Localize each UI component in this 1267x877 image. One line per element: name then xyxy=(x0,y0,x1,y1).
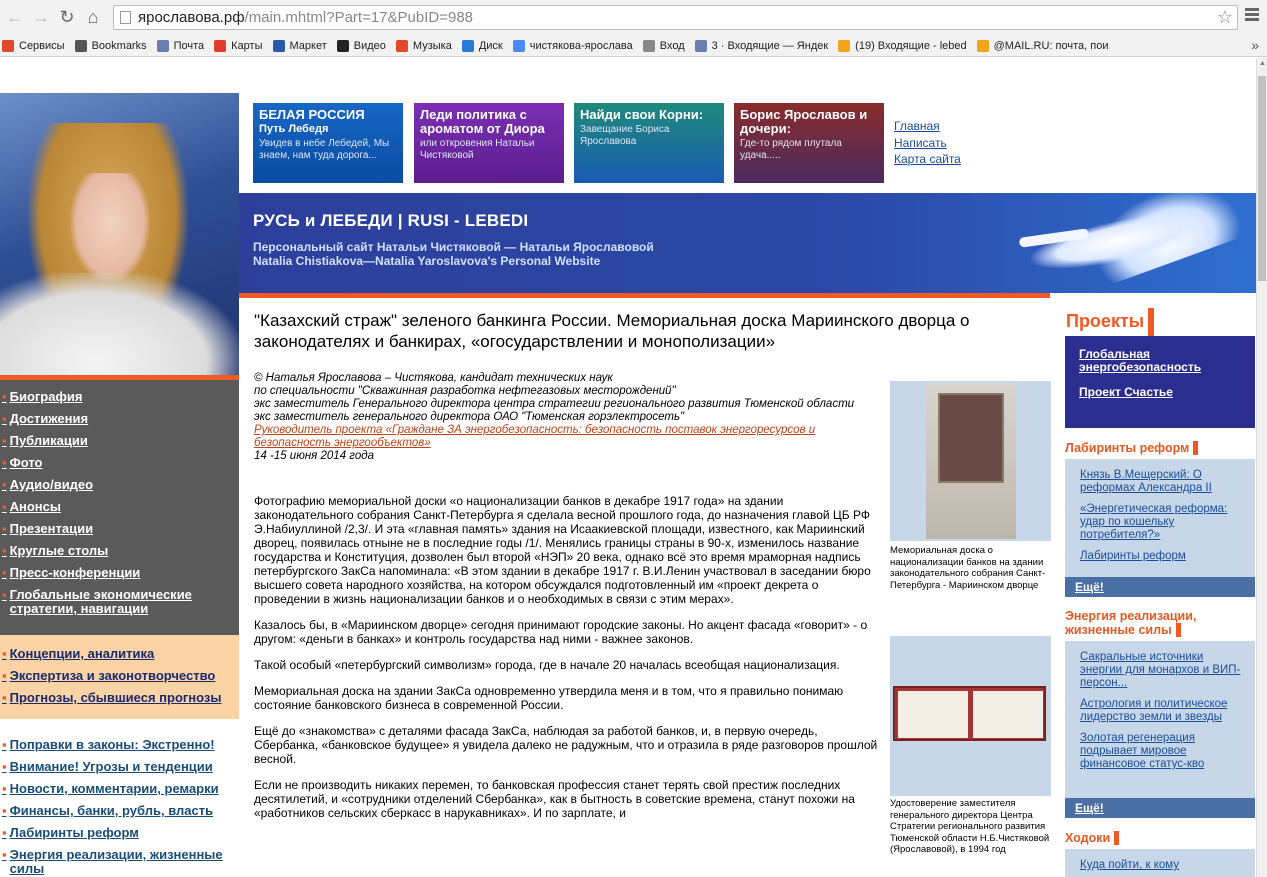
promo-title: Найди свои Корни: xyxy=(580,107,704,122)
video-icon xyxy=(337,40,349,52)
main-nav-label: Глобальные экономические стратегии, навигации xyxy=(9,587,192,616)
topics-nav-item[interactable] xyxy=(0,826,239,840)
apps-icon xyxy=(2,40,14,52)
bookmark-label: Карты xyxy=(231,39,263,52)
site-subtitle-ru: Персональный сайт Натальи Чистяковой — Натальи Ярославовой xyxy=(253,240,654,254)
plaque-photo[interactable] xyxy=(890,381,1051,541)
energy-link[interactable]: Золотая регенерация подрывает мировое финансовое статус-кво xyxy=(1080,732,1205,770)
bookmark-item[interactable] xyxy=(838,40,966,52)
author-portrait xyxy=(0,93,239,375)
topics-nav xyxy=(0,728,239,877)
bookmark-item[interactable] xyxy=(75,40,147,52)
music-icon xyxy=(396,40,408,52)
bullet-icon: ▪ xyxy=(2,737,7,752)
promo-title: Леди политика с ароматом от Диора xyxy=(420,107,545,136)
site-header-banner xyxy=(239,193,1256,293)
project-energy-security-link[interactable]: Глобальная энергобезопасность xyxy=(1079,347,1202,374)
bullet-icon: ▪ xyxy=(2,759,7,774)
promo-sub: Где-то рядом плутала удача..... xyxy=(740,138,842,161)
mail-icon xyxy=(157,40,169,52)
link-home[interactable]: Главная xyxy=(894,119,940,133)
energy-link[interactable]: Сакральные источники энергии для монархов и ВИП-персон... xyxy=(1080,651,1241,689)
analytics-nav-label: Экспертиза и законотворчество xyxy=(9,668,216,683)
main-nav-item[interactable] xyxy=(0,500,239,514)
article-title: "Казахский страж" зеленого банкинга России. Мемориальная доска Мариинского дворца о законодателях и банкирах, «огосударствлении и монополизации» xyxy=(254,311,970,351)
bullet-icon: ▪ xyxy=(2,455,7,470)
main-nav-label: Биография xyxy=(9,389,83,404)
map-pin-icon xyxy=(214,40,226,52)
mailru-icon xyxy=(977,40,989,52)
mail-icon xyxy=(695,40,707,52)
bookmark-item[interactable] xyxy=(157,40,205,52)
main-nav-item[interactable] xyxy=(0,390,239,404)
topics-nav-label: Энергия реализации, жизненные силы xyxy=(9,847,223,876)
article-paragraph: Ещё до «знакомства» с деталями фасада ЗакСа, наблюдая за работой банков, и, в первую очередь, Сбербанка, «банковское будущее» я увидела далеко не радужным, что и отразила в ряде разговоров прошлой весной. xyxy=(254,724,878,766)
bookmark-item[interactable] xyxy=(337,40,386,52)
back-icon[interactable]: ← xyxy=(6,7,24,27)
address-bar[interactable] xyxy=(113,5,1238,30)
topics-nav-label: Финансы, банки, рубль, власть xyxy=(9,803,214,818)
analytics-nav-item[interactable] xyxy=(0,647,239,661)
main-nav-label: Аудио/видео xyxy=(9,477,94,492)
bookmark-item[interactable] xyxy=(273,40,327,52)
bookmark-item[interactable] xyxy=(214,40,262,52)
bookmark-label: @MAIL.RU: почта, пои xyxy=(993,39,1109,52)
khodoki-box xyxy=(1065,849,1255,877)
byline-line: © Наталья Ярославова – Чистякова, кандидат технических наук xyxy=(254,372,613,384)
site-title: РУСЬ и ЛЕБЕДИ | RUSI - LEBEDI xyxy=(253,211,529,230)
bullet-icon: ▪ xyxy=(2,389,7,404)
url-host: ярославова.рф xyxy=(138,9,245,26)
bullet-icon: ▪ xyxy=(2,781,7,796)
bookmark-label: (19) Входящие - lebed xyxy=(855,39,967,52)
bullet-icon: ▪ xyxy=(2,825,7,840)
link-write[interactable]: Написать xyxy=(894,135,947,150)
bookmark-item[interactable] xyxy=(695,40,829,52)
link-sitemap[interactable]: Карта сайта xyxy=(894,152,961,166)
promo-ledi-politika[interactable] xyxy=(414,103,564,183)
bookmark-label: Сервисы xyxy=(19,39,65,52)
bookmark-item[interactable] xyxy=(462,40,503,52)
article-paragraph: Фотографию мемориальной доски «о национализации банков в декабре 1917 года» на здании законодательного собрания Санкт-Петербурга я сделала весной прошлого года, до назначения главой ЦБ РФ Э.Набиуллиной /2,3/. И эта «главная память» здания на Исаакиевской площади, известного, как Мариинский дворец, появилась отныне не в последние годы /1/. Менялись границы страны в 90-х, изменилось название государства и Конституция, дозволен был второй «НЭП» 20 века, однако всё это время мраморная надпись петербургского ЗакСа напоминала: «В этом здании в декабре 1917 г. В.И.Ленин участвовал в заседании бюро высшего совета народного хозяйства, на котором обсуждался подготовленный им «проект декрета о проведении в жизнь национализации банков и о необходимых в связи с этим мерах». xyxy=(254,494,871,606)
main-nav-label: Круглые столы xyxy=(9,543,109,558)
main-nav-label: Пресс-конференции xyxy=(9,565,141,580)
khodoki-link[interactable]: Куда пойти, к кому xyxy=(1080,859,1180,871)
analytics-nav-label: Прогнозы, сбывшиеся прогнозы xyxy=(9,690,222,705)
topics-nav-item[interactable] xyxy=(0,848,239,876)
project-happiness-link[interactable]: Проект Счастье xyxy=(1079,385,1173,399)
star-icon xyxy=(75,40,87,52)
more-energy-button[interactable]: Ещё! xyxy=(1065,798,1255,818)
topics-nav-label: Лабиринты реформ xyxy=(9,825,139,840)
main-nav xyxy=(0,380,239,635)
bookmark-item[interactable] xyxy=(396,40,452,52)
article-paragraph: Такой особый «петербургский символизм» города, где в начале 20 началась всеобщая национализация. xyxy=(254,658,840,672)
section-heading-khodoki: Ходоки xyxy=(1065,831,1119,845)
promo-title2: Путь Лебедя xyxy=(259,123,329,135)
promo-sub: Увидев в небе Лебедей, Мы знаем, нам туда дорога... xyxy=(259,138,390,161)
bookmark-label: чистякова-ярослава xyxy=(529,39,633,52)
main-nav-item[interactable] xyxy=(0,566,239,580)
promo-sub: или откровения Натальи Чистяковой xyxy=(420,138,535,161)
main-nav-item[interactable] xyxy=(0,478,239,492)
bookmark-star-icon[interactable]: ☆ xyxy=(1216,7,1233,27)
topics-nav-item[interactable] xyxy=(0,760,239,774)
bullet-icon: ▪ xyxy=(2,477,7,492)
project-link[interactable]: Руководитель проекта «Граждане ЗА энергобезопасность: безопасность поставок энергоресурсов и безопасность энергообъектов» xyxy=(254,424,816,449)
bullet-icon: ▪ xyxy=(2,565,7,580)
id-card-photo[interactable] xyxy=(890,636,1051,796)
bullet-icon: ▪ xyxy=(2,587,7,602)
bookmark-label: Почта xyxy=(173,39,205,52)
more-bookmarks-icon[interactable]: » xyxy=(1251,37,1259,53)
main-nav-label: Анонсы xyxy=(9,499,61,514)
byline-line: по специальности "Скважинная разработка нефтегазовых месторождений" xyxy=(254,385,676,397)
bookmark-label: Видео xyxy=(353,39,386,52)
byline-line: экс заместитель генерального директора ОАО "Тюменская горэлектросеть" xyxy=(254,411,685,423)
site-subtitle-en: Natalia Chistiakova—Natalia Yaroslavova's Personal Website xyxy=(253,254,601,268)
home-icon[interactable]: ⌂ xyxy=(87,7,99,27)
bullet-icon: ▪ xyxy=(2,543,7,558)
main-nav-label: Фото xyxy=(9,455,43,470)
article-byline xyxy=(254,372,879,463)
browser-toolbar xyxy=(0,0,1267,35)
bullet-icon: ▪ xyxy=(2,499,7,514)
projects-box xyxy=(1065,336,1255,428)
analytics-nav xyxy=(0,635,239,719)
forward-icon[interactable]: → xyxy=(32,7,50,27)
bookmark-label: 3 · Входящие — Яндек xyxy=(711,39,829,52)
topics-nav-label: Внимание! Угрозы и тенденции xyxy=(9,759,213,774)
bookmark-item[interactable] xyxy=(513,40,633,52)
bookmarks-bar xyxy=(0,35,1267,57)
promo-kornі[interactable] xyxy=(574,103,724,183)
accent-divider xyxy=(239,293,1050,298)
main-nav-item[interactable] xyxy=(0,434,239,448)
bookmark-label: Bookmarks xyxy=(91,39,147,52)
menu-icon[interactable] xyxy=(1245,8,1259,23)
bullet-icon: ▪ xyxy=(2,521,7,536)
article-date: 14 -15 июня 2014 года xyxy=(254,450,374,462)
byline-line: экс заместитель Генерального директора центра стратегии регионального развития Тюменской области xyxy=(254,398,855,410)
article-body xyxy=(254,494,879,832)
reforms-link[interactable]: Лабиринты реформ xyxy=(1080,550,1186,562)
article-paragraph: Казалось бы, в «Мариинском дворце» сегодня принимают городские законы. Но акцент фасада «говорит» - о другом: «деньги в банках» и контроль государства над ними - важнее законов. xyxy=(254,618,868,646)
section-heading-reforms: Лабиринты реформ xyxy=(1065,441,1198,455)
topics-nav-label: Новости, комментарии, ремарки xyxy=(9,781,219,796)
main-nav-item[interactable] xyxy=(0,588,239,616)
bookmark-label: Вход xyxy=(659,39,685,52)
reforms-link[interactable]: «Энергетическая реформа: удар по кошельку потребителя?» xyxy=(1080,503,1228,541)
topics-nav-label: Поправки в законы: Экстренно! xyxy=(9,737,215,752)
analytics-nav-item[interactable] xyxy=(0,691,239,705)
promo-title: БЕЛАЯ РОССИЯ xyxy=(259,107,365,122)
analytics-nav-label: Концепции, аналитика xyxy=(9,646,155,661)
main-nav-item[interactable] xyxy=(0,522,239,536)
vertical-scrollbar[interactable] xyxy=(1256,58,1267,877)
promo-title: Борис Ярославов и дочери: xyxy=(740,107,868,136)
id-card-caption: Удостоверение заместителя генерального директора Центра Стратегии регионального развития Тюменской области Н.Б.Чистяковой (Ярославовой), в 1994 год xyxy=(890,798,1050,855)
scroll-up-icon[interactable]: ▲ xyxy=(1259,60,1266,67)
page-icon xyxy=(120,11,131,24)
topics-nav-item[interactable] xyxy=(0,738,239,752)
main-nav-item[interactable] xyxy=(0,412,239,426)
topics-nav-item[interactable] xyxy=(0,804,239,818)
bookmark-label: Маркет xyxy=(289,39,327,52)
article-paragraph: Если не производить никаких перемен, то банковская профессия станет терять свой престиж последних десятилетий, и «сотрудники отделений Сбербанка», как в бытность в советские времена, станут похожи на «работников сельских сберкасс в нарукавниках». И по зарплате, и xyxy=(254,778,855,820)
bullet-icon: ▪ xyxy=(2,847,7,862)
promo-belaya-rossiya[interactable] xyxy=(253,103,403,183)
energy-box xyxy=(1065,641,1255,798)
main-nav-label: Достижения xyxy=(9,411,89,426)
web-page xyxy=(0,58,1256,877)
main-nav-item[interactable] xyxy=(0,456,239,470)
reload-icon[interactable]: ↻ xyxy=(59,7,75,27)
bookmark-label: Музыка xyxy=(412,39,452,52)
bookmark-item[interactable] xyxy=(977,40,1109,52)
reforms-box xyxy=(1065,459,1255,577)
cart-icon xyxy=(273,40,285,52)
bullet-icon: ▪ xyxy=(2,646,7,661)
top-links xyxy=(894,118,961,168)
url-path: /main.mhtml?Part=17&PubID=988 xyxy=(244,9,474,26)
bullet-icon: ▪ xyxy=(2,668,7,683)
main-nav-item[interactable] xyxy=(0,544,239,558)
main-nav-label: Презентации xyxy=(9,521,94,536)
promo-sub: Завещание Бориса Ярославова xyxy=(580,124,670,147)
analytics-nav-item[interactable] xyxy=(0,669,239,683)
topics-nav-item[interactable] xyxy=(0,782,239,796)
bookmark-label: Диск xyxy=(478,39,503,52)
plaque-caption: Мемориальная доска о национализации банков на здании законодательного собрания Санкт-Петербурга - Мариинском дворце xyxy=(890,545,1046,591)
google-icon xyxy=(513,40,525,52)
reforms-link[interactable]: Князь В.Мещерский: О реформах Александра II xyxy=(1080,469,1212,494)
bullet-icon: ▪ xyxy=(2,803,7,818)
projects-heading: Проекты xyxy=(1065,308,1255,336)
bullet-icon: ▪ xyxy=(2,411,7,426)
bookmark-item[interactable] xyxy=(2,40,65,52)
page-icon xyxy=(643,40,655,52)
mailru-icon xyxy=(838,40,850,52)
site-subtitle xyxy=(253,240,654,268)
bullet-icon: ▪ xyxy=(2,433,7,448)
bookmark-item[interactable] xyxy=(643,40,685,52)
bullet-icon: ▪ xyxy=(2,690,7,705)
main-nav-label: Публикации xyxy=(9,433,88,448)
scrollbar-thumb[interactable] xyxy=(1258,76,1266,281)
section-heading-energy: Энергия реализации, жизненные силы xyxy=(1065,609,1197,637)
more-reforms-button[interactable]: Ещё! xyxy=(1065,577,1255,597)
disk-icon xyxy=(462,40,474,52)
energy-link[interactable]: Астрология и политическое лидерство земли и звезды xyxy=(1080,698,1228,723)
promo-boris[interactable] xyxy=(734,103,884,183)
article-paragraph: Мемориальная доска на здании ЗакСа одновременно утвердила меня и в том, что я правильно понимаю состояние банковского бизнеса в современной России. xyxy=(254,684,844,712)
